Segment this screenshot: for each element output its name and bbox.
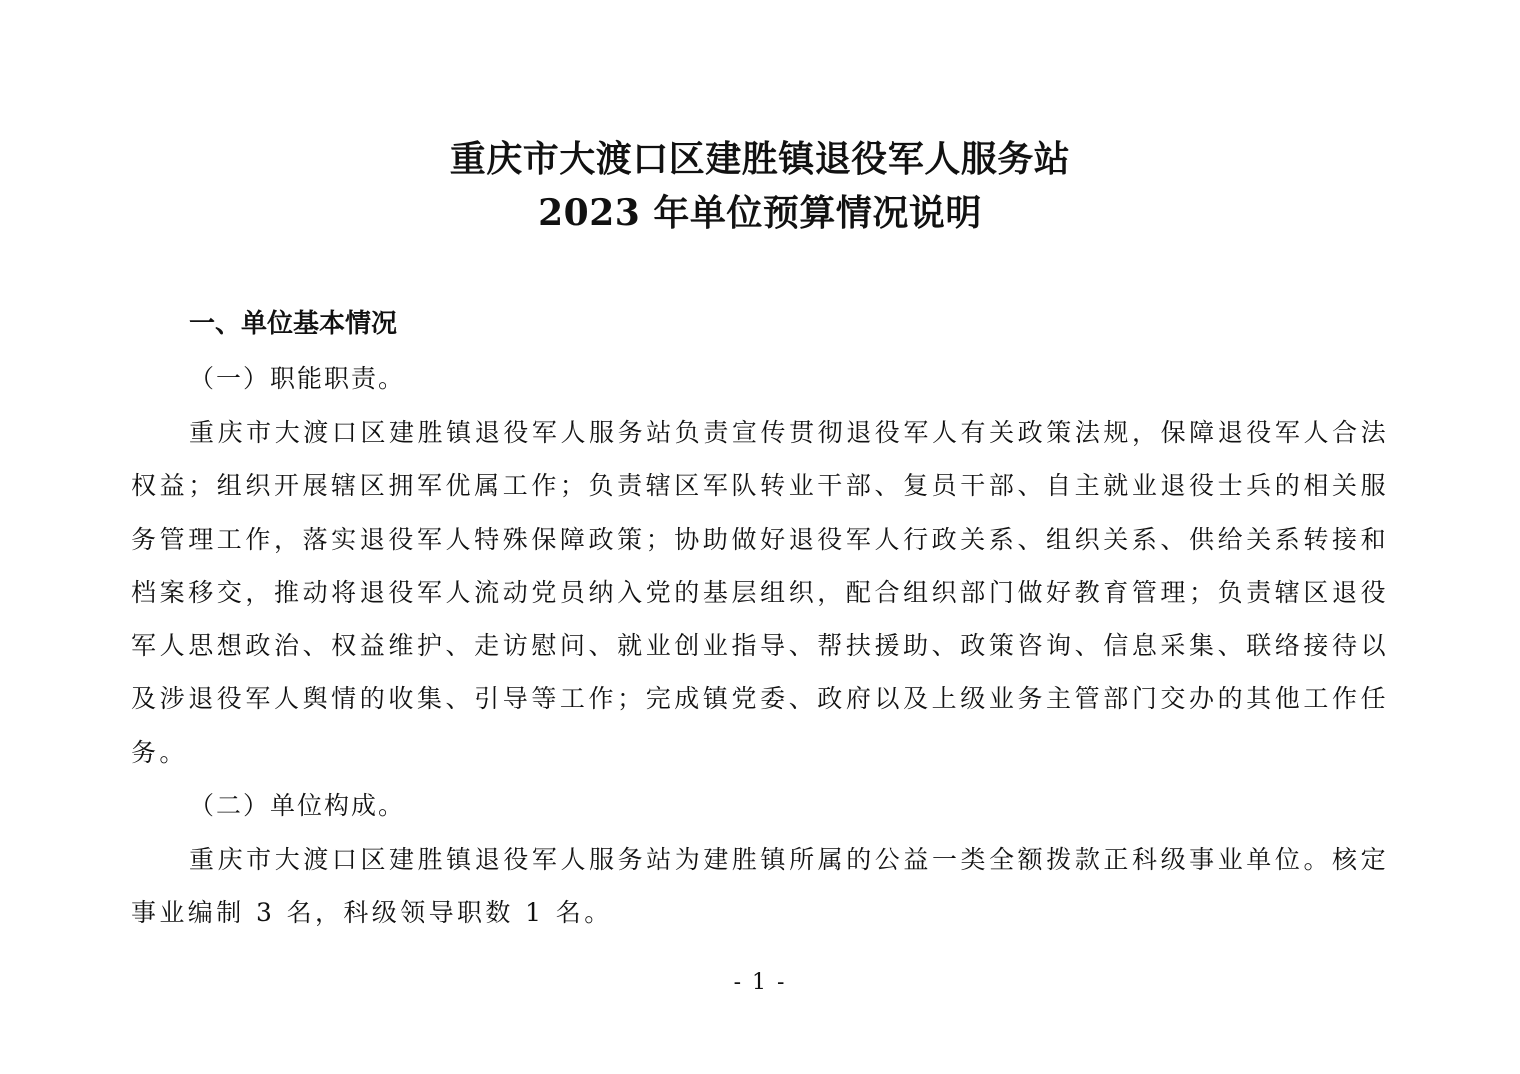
subheading-composition: （二）单位构成。 xyxy=(189,791,406,820)
subheading-functions: （一）职能职责。 xyxy=(189,364,406,393)
paragraph-functions: 重庆市大渡口区建胜镇退役军人服务站负责宣传贯彻退役军人有关政策法规，保障退役军人合法权益；组织开展辖区拥军优属工作；负责辖区军队转业干部、复员干部、自主就业退役士兵的相关服务管理工作，落实退役军人特殊保障政策；协助做好退役军人行政关系、组织关系、供给关系转接和档案移交，推动将退役军人流动党员纳入党的基层组织，配合组织部门做好教育管理；负责辖区退役军人思想政治、权益维护、走访慰问、就业创业指导、帮扶援助、政策咨询、信息采集、联络接待以及涉退役军人舆情的收集、引导等工作；完成镇党委、政府以及上级业务主管部门交办的其他工作任务。 xyxy=(131,418,1389,767)
document-title-line-1: 重庆市大渡口区建胜镇退役军人服务站 xyxy=(449,138,1071,180)
paragraph-composition: 重庆市大渡口区建胜镇退役军人服务站为建胜镇所属的公益一类全额拨款正科级事业单位。核定事业编制 3 名，科级领导职数 1 名。 xyxy=(131,845,1389,928)
page-number: - 1 - xyxy=(733,970,787,995)
document-title-line-2: 2023 年单位预算情况说明 xyxy=(538,192,982,234)
section-heading-basic-info: 一、单位基本情况 xyxy=(189,309,398,339)
